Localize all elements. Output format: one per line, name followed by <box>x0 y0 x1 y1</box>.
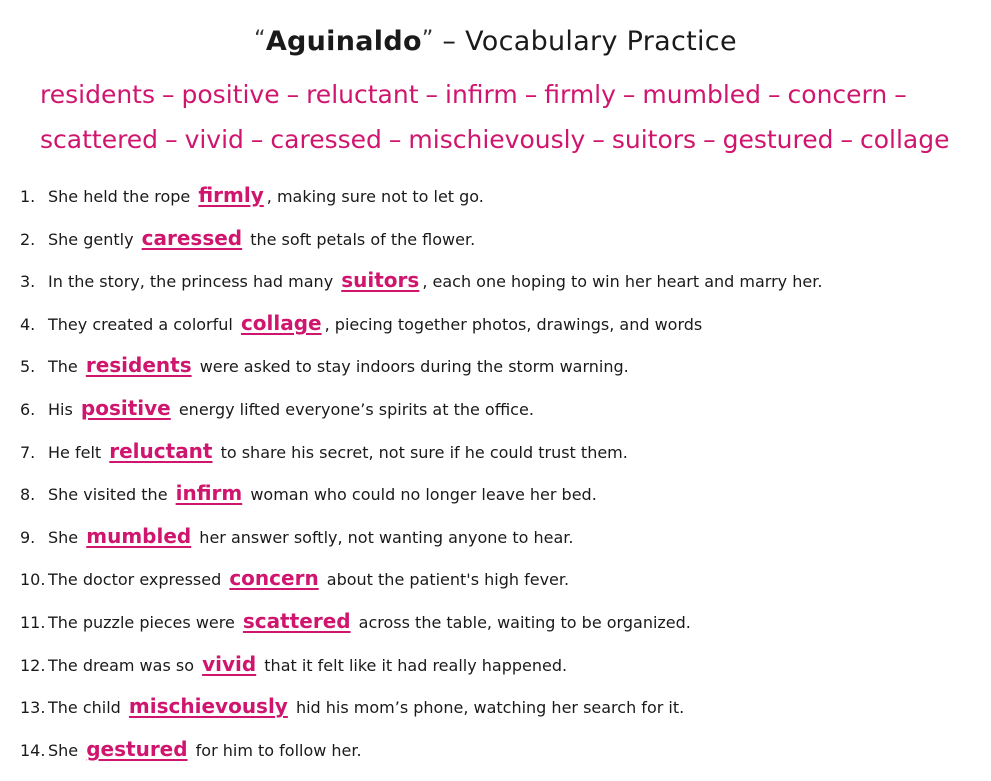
word-bank-item: vivid <box>184 125 244 154</box>
word-bank-separator: – <box>286 80 300 109</box>
word-bank-separator: – <box>425 80 438 109</box>
word-bank-item: caressed <box>270 125 382 154</box>
sentence-item <box>20 350 629 380</box>
title-subtitle: – Vocabulary Practice <box>433 26 737 57</box>
title-story-name: Aguinaldo <box>265 26 422 57</box>
answer-word: reluctant <box>109 438 213 463</box>
sentence-text-before: She held the rope <box>48 187 196 206</box>
word-bank-item: positive <box>181 80 280 109</box>
page-title <box>0 22 991 60</box>
word-bank-item: mischievously <box>408 125 586 154</box>
word-bank-item: concern <box>787 80 888 109</box>
answer-word: collage <box>240 310 322 335</box>
word-bank-separator: – <box>524 80 538 109</box>
sentence-text-before: He felt <box>48 442 107 462</box>
sentence-number: 4. <box>20 314 36 334</box>
sentence-text-after: to share his secret, not sure if he could trust them. <box>215 442 628 462</box>
sentence-item <box>20 521 574 551</box>
sentence-text-before: His <box>48 400 78 419</box>
sentence-text-after: hid his mom’s phone, watching her search for it. <box>290 698 685 718</box>
sentence-text-before: She <box>48 527 84 547</box>
answer-word: positive <box>80 396 171 420</box>
sentence-number: 11. <box>20 613 46 632</box>
answer-word: mischievously <box>128 694 288 719</box>
sentence-text-after: energy lifted everyone’s spirits at the office. <box>173 400 534 419</box>
word-bank-separator: – <box>840 125 853 154</box>
sentence-item <box>20 265 822 295</box>
answer-word: gestured <box>86 736 188 761</box>
sentence-text-before: The child <box>48 698 126 718</box>
word-bank-row-1 <box>40 78 970 112</box>
sentence-number: 9. <box>20 527 36 547</box>
word-bank-separator: – <box>622 80 636 109</box>
sentence-item <box>20 223 475 253</box>
sentence-text-before: She gently <box>48 229 139 249</box>
title-open-quote: “ <box>254 27 266 52</box>
sentence-text-after: about the patient's high fever. <box>321 570 570 590</box>
title-close-quote: ” <box>421 27 434 52</box>
sentence-text-before: They created a colorful <box>48 314 238 334</box>
word-bank-row-2 <box>40 123 970 157</box>
answer-word: suitors <box>341 268 420 293</box>
answer-word: scattered <box>242 609 351 633</box>
sentence-item <box>20 393 534 423</box>
sentence-text-after: for him to follow her. <box>190 740 362 760</box>
word-bank-item: gestured <box>722 125 834 154</box>
sentence-item <box>20 180 484 210</box>
answer-word: residents <box>85 353 192 378</box>
sentence-text-after: were asked to stay indoors during the storm warning. <box>194 357 629 377</box>
sentence-text-before: The <box>48 357 83 377</box>
word-bank-item: mumbled <box>642 80 762 109</box>
word-bank-separator: – <box>768 80 781 109</box>
answer-word: firmly <box>198 183 264 207</box>
sentence-item <box>20 691 684 721</box>
sentence-item <box>20 734 362 764</box>
sentence-text-after: , each one hoping to win her heart and marry her. <box>422 272 823 292</box>
word-bank-separator: – <box>250 125 264 154</box>
sentence-number: 14. <box>20 740 46 760</box>
word-bank-separator: – <box>162 80 175 109</box>
sentence-number: 7. <box>20 442 36 462</box>
word-bank-item: collage <box>859 125 950 154</box>
sentence-number: 3. <box>20 272 36 292</box>
answer-word: concern <box>229 566 319 591</box>
sentence-item <box>20 606 691 636</box>
word-bank-item: firmly <box>544 80 616 109</box>
sentence-text-before: The dream was so <box>48 655 200 675</box>
sentence-text-before: She visited the <box>48 485 173 505</box>
sentence-item <box>20 436 628 466</box>
answer-word: vivid <box>202 651 257 676</box>
sentence-text-before: She <box>48 740 84 760</box>
sentence-text-before: In the story, the princess had many <box>48 272 339 292</box>
answer-word: mumbled <box>86 523 192 548</box>
sentence-item <box>20 649 567 679</box>
answer-word: caressed <box>141 225 243 250</box>
sentence-text-after: her answer softly, not wanting anyone to hear. <box>194 527 574 547</box>
sentence-text-after: , piecing together photos, drawings, and words <box>324 314 703 334</box>
word-bank-separator: – <box>388 125 402 154</box>
word-bank-item: suitors <box>611 125 697 154</box>
sentence-number: 8. <box>20 485 36 505</box>
sentence-text-after: the soft petals of the flower. <box>245 229 476 249</box>
sentence-text-after: , making sure not to let go. <box>266 187 484 206</box>
sentence-text-after: across the table, waiting to be organized. <box>353 613 691 632</box>
sentence-item <box>20 478 597 508</box>
sentence-number: 6. <box>20 400 36 419</box>
word-bank-separator: – <box>592 125 605 154</box>
sentence-text-before: The doctor expressed <box>48 570 227 590</box>
sentence-number: 12. <box>20 655 46 675</box>
sentence-number: 2. <box>20 229 36 249</box>
sentence-number: 13. <box>20 698 46 718</box>
word-bank-item: reluctant <box>306 80 419 109</box>
answer-word: infirm <box>175 481 243 506</box>
word-bank-separator: – <box>165 125 178 154</box>
sentence-text-after: that it felt like it had really happened. <box>259 655 568 675</box>
sentence-item <box>20 308 702 338</box>
sentence-item <box>20 563 569 593</box>
sentence-number: 1. <box>20 187 36 206</box>
sentence-text-after: woman who could no longer leave her bed. <box>245 485 597 505</box>
sentence-number: 10. <box>20 570 46 590</box>
word-bank-item: infirm <box>445 80 518 109</box>
word-bank-item: residents <box>40 80 156 109</box>
word-bank-separator: – <box>703 125 716 154</box>
sentence-text-before: The puzzle pieces were <box>48 613 240 632</box>
word-bank-separator: – <box>894 80 907 109</box>
sentence-number: 5. <box>20 357 36 377</box>
word-bank-item: scattered <box>40 125 159 154</box>
